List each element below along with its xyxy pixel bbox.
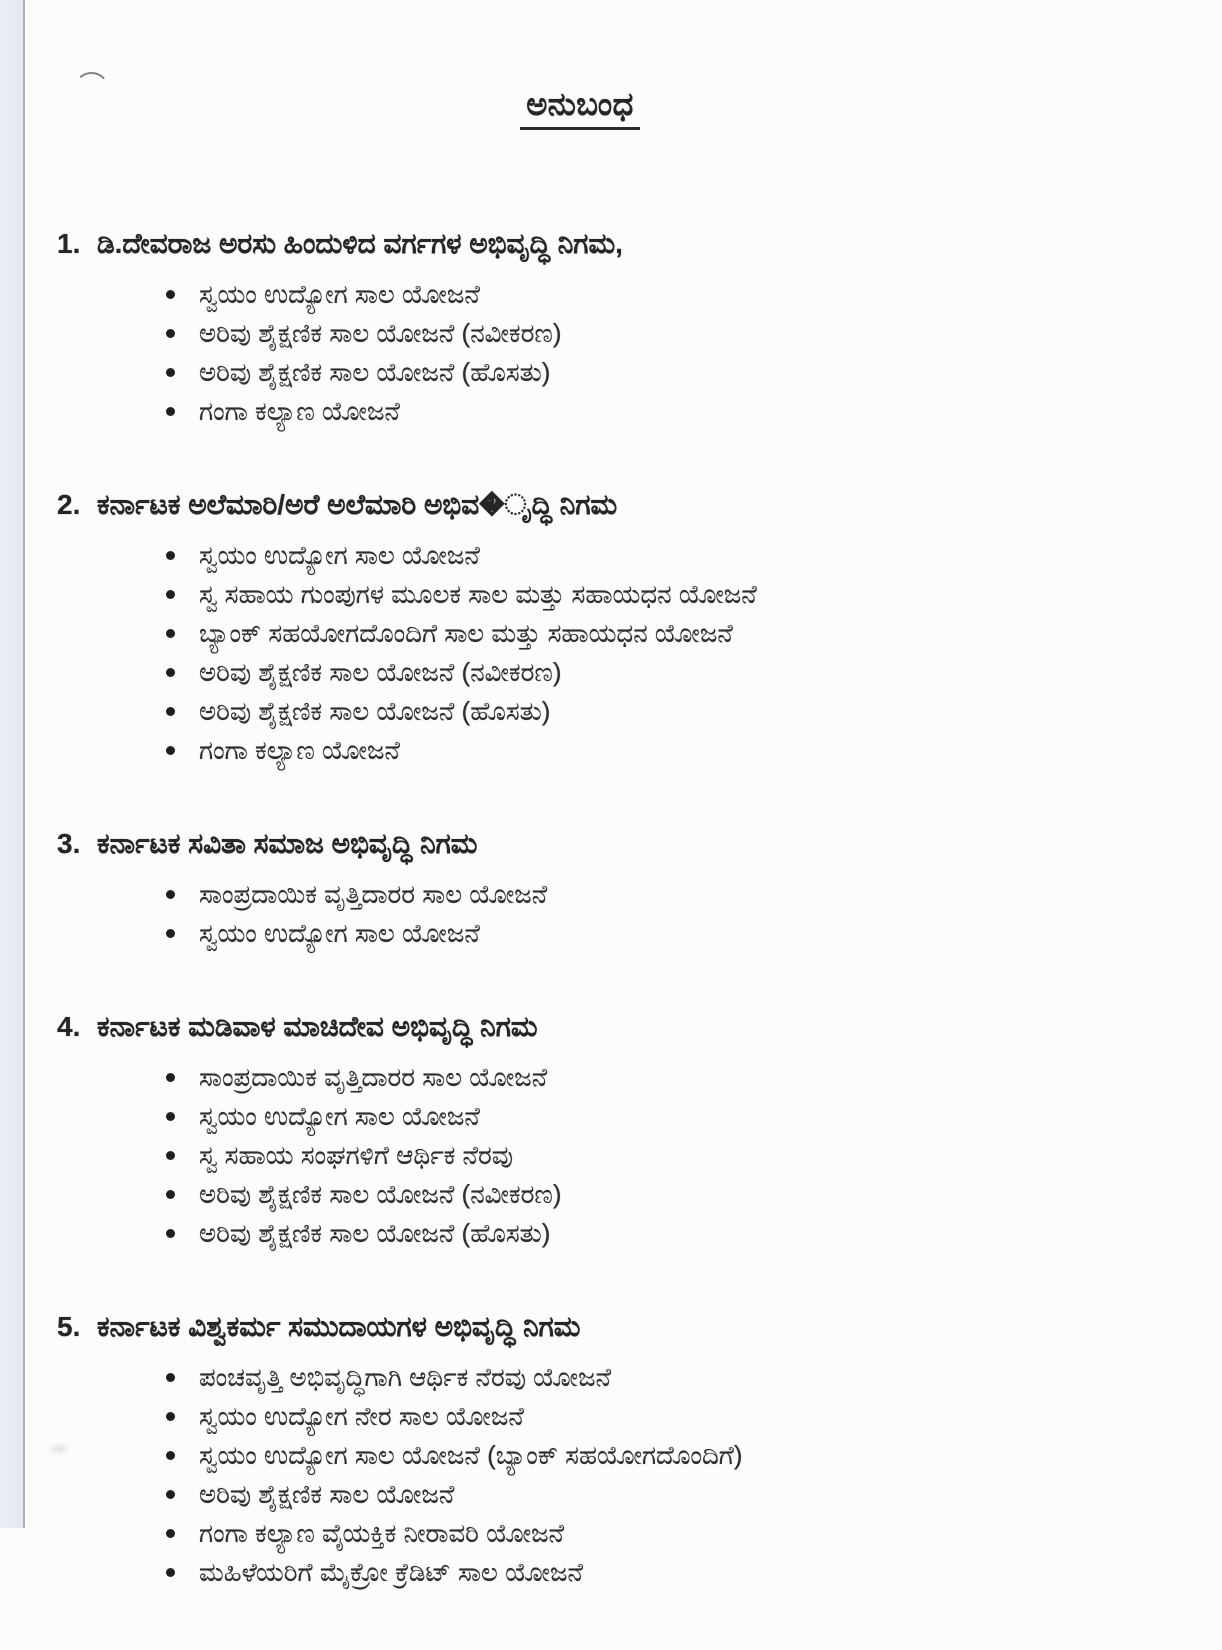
scheme-item: ಗಂಗಾ ಕಲ್ಯಾಣ ಯೋಜನೆ	[163, 731, 1165, 770]
sections-container	[55, 228, 1165, 1592]
section-heading-row	[55, 828, 1165, 861]
scheme-item: ಪಂಚವೃತ್ತಿ ಅಭಿವೃದ್ಧಿಗಾಗಿ ಆರ್ಥಿಕ ನೆರವು ಯೋಜನೆ	[163, 1358, 1165, 1397]
scheme-item: ಗಂಗಾ ಕಲ್ಯಾಣ ವೈಯಕ್ತಿಕ ನೀರಾವರಿ ಯೋಜನೆ	[163, 1514, 1165, 1553]
scheme-item: ಅರಿವು ಶೈಕ್ಷಣಿಕ ಸಾಲ ಯೋಜನೆ (ಹೊಸತು)	[163, 692, 1165, 731]
scheme-item: ಅರಿವು ಶೈಕ್ಷಣಿಕ ಸಾಲ ಯೋಜನೆ (ನವೀಕರಣ)	[163, 314, 1165, 353]
scheme-item: ಸ್ವ ಸಹಾಯ ಗುಂಪುಗಳ ಮೂಲಕ ಸಾಲ ಮತ್ತು ಸಹಾಯಧನ ಯೋಜನೆ	[163, 575, 1165, 614]
page-title: ಅನುಬಂಧ	[520, 86, 640, 130]
scheme-item: ಅರಿವು ಶೈಕ್ಷಣಿಕ ಸಾಲ ಯೋಜನೆ (ಹೊಸತು)	[163, 1214, 1165, 1253]
scheme-list	[55, 1058, 1165, 1253]
section-number: 2.	[57, 489, 81, 520]
document-page	[25, 0, 1185, 1650]
scheme-section	[55, 1311, 1165, 1592]
scheme-item: ಸ್ವಯಂ ಉದ್ಯೋಗ ಸಾಲ ಯೋಜನೆ	[163, 275, 1165, 314]
scheme-item: ಅರಿವು ಶೈಕ್ಷಣಿಕ ಸಾಲ ಯೋಜನೆ	[163, 1475, 1165, 1514]
section-number: 5.	[57, 1311, 81, 1342]
scheme-item: ಮಹಿಳೆಯರಿಗೆ ಮೈಕ್ರೋ ಕ್ರೆಡಿಟ್ ಸಾಲ ಯೋಜನೆ	[163, 1553, 1165, 1592]
scheme-section	[55, 1011, 1165, 1253]
scheme-item: ಸ್ವಯಂ ಉದ್ಯೋಗ ಸಾಲ ಯೋಜನೆ	[163, 914, 1165, 953]
scheme-list	[55, 1358, 1165, 1592]
section-heading-row	[55, 228, 1165, 261]
section-heading: ಕರ್ನಾಟಕ ಸವಿತಾ ಸಮಾಜ ಅಭಿವೃದ್ಧಿ ನಿಗಮ	[97, 828, 478, 859]
section-heading-row	[55, 1311, 1165, 1344]
scheme-item: ಬ್ಯಾಂಕ್ ಸಹಯೋಗದೊಂದಿಗೆ ಸಾಲ ಮತ್ತು ಸಹಾಯಧನ ಯೋಜನೆ	[163, 614, 1165, 653]
title-row	[55, 86, 1165, 130]
section-heading-row	[55, 1011, 1165, 1044]
scheme-item: ಸಾಂಪ್ರದಾಯಿಕ ವೃತ್ತಿದಾರರ ಸಾಲ ಯೋಜನೆ	[163, 1058, 1165, 1097]
scanned-page-edge	[0, 0, 25, 1528]
section-heading: ಕರ್ನಾಟಕ ಮಡಿವಾಳ ಮಾಚಿದೇವ ಅಭಿವೃದ್ಧಿ ನಿಗಮ	[97, 1011, 538, 1042]
scheme-item: ಸ್ವಯಂ ಉದ್ಯೋಗ ಸಾಲ ಯೋಜನೆ (ಬ್ಯಾಂಕ್ ಸಹಯೋಗದೊಂದಿಗೆ)	[163, 1436, 1165, 1475]
section-heading-row	[55, 489, 1165, 522]
section-number: 3.	[57, 828, 81, 859]
scheme-list	[55, 536, 1165, 770]
scheme-item: ಅರಿವು ಶೈಕ್ಷಣಿಕ ಸಾಲ ಯೋಜನೆ (ನವೀಕರಣ)	[163, 653, 1165, 692]
section-heading: ಡಿ.ದೇವರಾಜ ಅರಸು ಹಿಂದುಳಿದ ವರ್ಗಗಳ ಅಭಿವೃದ್ಧಿ ನಿಗಮ,	[97, 228, 623, 259]
scheme-list	[55, 875, 1165, 953]
scheme-item: ಅರಿವು ಶೈಕ್ಷಣಿಕ ಸಾಲ ಯೋಜನೆ (ನವೀಕರಣ)	[163, 1175, 1165, 1214]
scheme-item: ಸ್ವಯಂ ಉದ್ಯೋಗ ಸಾಲ ಯೋಜನೆ	[163, 1097, 1165, 1136]
scheme-item: ಅರಿವು ಶೈಕ್ಷಣಿಕ ಸಾಲ ಯೋಜನೆ (ಹೊಸತು)	[163, 353, 1165, 392]
scheme-item: ಸ್ವಯಂ ಉದ್ಯೋಗ ನೇರ ಸಾಲ ಯೋಜನೆ	[163, 1397, 1165, 1436]
scheme-item: ಸ್ವ ಸಹಾಯ ಸಂಘಗಳಿಗೆ ಆರ್ಥಿಕ ನೆರವು	[163, 1136, 1165, 1175]
scheme-item: ಸ್ವಯಂ ಉದ್ಯೋಗ ಸಾಲ ಯೋಜನೆ	[163, 536, 1165, 575]
scheme-section	[55, 228, 1165, 431]
scheme-section	[55, 489, 1165, 770]
scheme-list	[55, 275, 1165, 431]
scheme-item: ಗಂಗಾ ಕಲ್ಯಾಣ ಯೋಜನೆ	[163, 392, 1165, 431]
scheme-section	[55, 828, 1165, 953]
section-number: 1.	[57, 228, 81, 259]
scheme-item: ಸಾಂಪ್ರದಾಯಿಕ ವೃತ್ತಿದಾರರ ಸಾಲ ಯೋಜನೆ	[163, 875, 1165, 914]
section-heading: ಕರ್ನಾಟಕ ವಿಶ್ವಕರ್ಮ ಸಮುದಾಯಗಳ ಅಭಿವೃದ್ಧಿ ನಿಗಮ	[97, 1311, 581, 1342]
section-heading: ಕರ್ನಾಟಕ ಅಲೆಮಾರಿ/ಅರೆ ಅಲೆಮಾರಿ ಅಭಿವ�ೃದ್ಧಿ ನಿಗಮ	[97, 489, 618, 520]
section-number: 4.	[57, 1011, 81, 1042]
